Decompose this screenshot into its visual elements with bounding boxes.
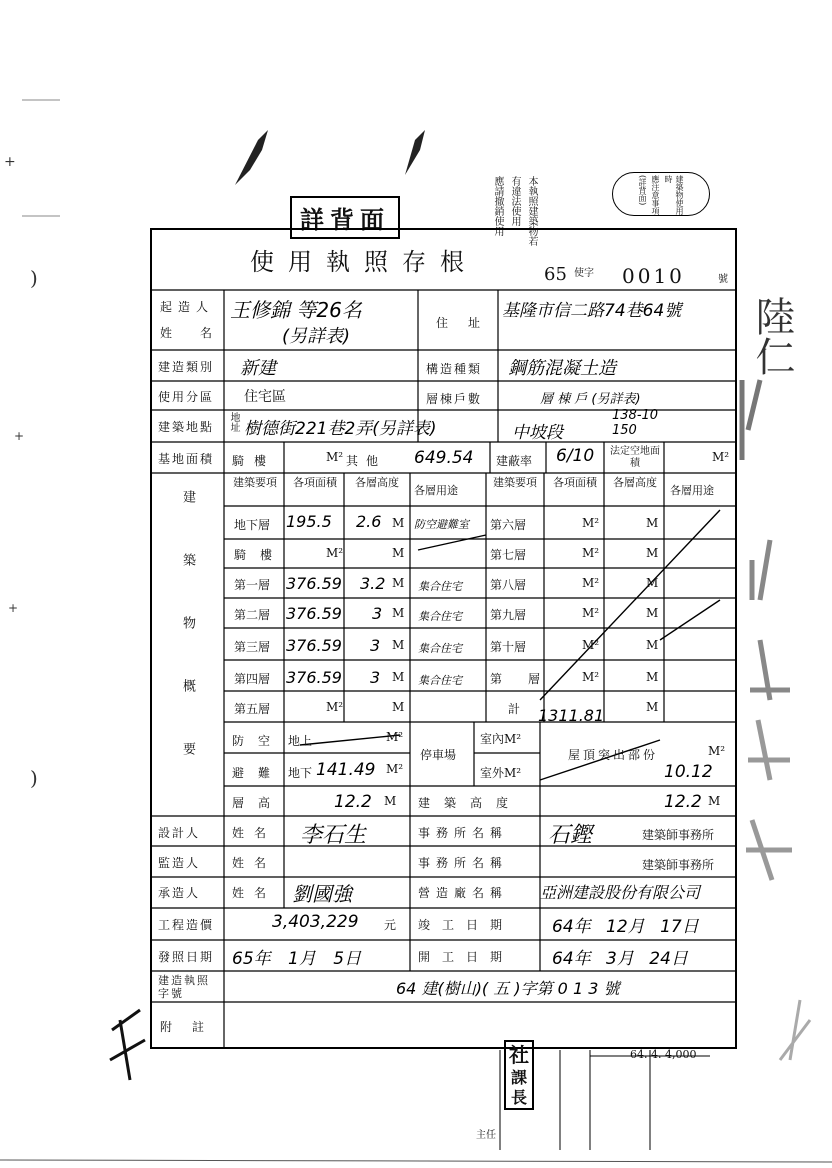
floor-use: 集合住宅	[418, 580, 462, 593]
floor-use: 集合住宅	[418, 674, 462, 687]
issue-value: 65年 1月 5日	[232, 949, 362, 969]
building-height-label: 建築高度	[418, 796, 523, 810]
other-label: 其他	[346, 454, 387, 468]
parking-label: 停車場	[420, 748, 457, 762]
floor-height-unit: M	[646, 516, 659, 530]
cost-label: 工程造價	[158, 918, 215, 932]
floor-height-unit: M	[392, 576, 405, 590]
side-note-box-line: 建築物使用時	[664, 175, 684, 215]
floor-name: 計	[508, 702, 521, 716]
storey-height-label: 層高	[232, 796, 285, 810]
contractor-name: 劉國強	[292, 882, 352, 906]
roof-label: 屋頂突出部份	[568, 748, 659, 762]
footer-stamp-text: 64. 4. 4,000	[630, 1048, 697, 1061]
floor-height-unit: M	[392, 700, 405, 714]
supervisor-name-label: 姓名	[232, 856, 277, 870]
svg-text:+: +	[4, 154, 16, 170]
floors-label: 層棟戶數	[426, 392, 483, 406]
coverage-label: 建蔽率	[496, 454, 533, 468]
svg-text:): )	[30, 766, 38, 790]
shelter-below-unit: M²	[386, 762, 404, 776]
footer-stamp-area	[470, 1040, 710, 1150]
floor-area: 376.59	[286, 574, 342, 593]
chief-stamp	[504, 1040, 534, 1110]
floor-name: 第八層	[490, 578, 527, 592]
svg-text:): )	[30, 266, 38, 290]
cost-unit: 元	[384, 918, 397, 932]
designer-label: 設計人	[158, 826, 201, 840]
use-header-left: 各層用途	[414, 484, 458, 497]
note-label: 附註	[160, 1020, 225, 1034]
area-header-right: 各項面積	[553, 476, 597, 489]
contractor-company: 亞洲建設股份有限公司	[540, 883, 701, 902]
floor-area-unit: M²	[326, 546, 344, 560]
location-label: 建築地點	[158, 420, 215, 434]
zone-value: 住宅區	[244, 389, 286, 405]
designer-office-label: 事務所名稱	[418, 826, 509, 840]
cost-value: 3,403,229	[272, 912, 359, 932]
floor-name: 第二層	[234, 608, 271, 622]
parking-indoor-label: 室內M²	[480, 732, 522, 746]
floor-height-unit: M	[646, 670, 659, 684]
item-header-right: 建築要項	[493, 476, 537, 489]
structure-value: 鋼筋混凝土造	[508, 358, 616, 379]
floor-height: 3	[370, 668, 381, 687]
address-label: 住址	[436, 316, 501, 330]
shelter-label-2: 避難	[232, 766, 285, 780]
floor-name: 第一層	[234, 578, 271, 592]
location-lot: 138-10 150	[612, 408, 659, 438]
side-note-line: 有違法使用	[509, 176, 520, 226]
floor-name: 騎樓	[234, 548, 287, 562]
completion-value: 64年 12月 17日	[552, 917, 699, 937]
designer-name-label: 姓名	[232, 826, 277, 840]
item-header-left: 建築要項	[233, 476, 277, 489]
chief-stamp-text: 社	[509, 1043, 529, 1067]
form-title: 使用執照存根	[250, 248, 478, 276]
section-stamp-text: 課長	[510, 1068, 527, 1107]
use-header-right: 各層用途	[670, 484, 714, 497]
floor-area: 376.59	[286, 636, 342, 655]
floor-area-unit: M²	[582, 606, 600, 620]
building-height-unit: M	[708, 794, 721, 808]
floor-height-unit: M	[392, 546, 405, 560]
location-section: 中坡段	[512, 423, 563, 443]
floor-height-unit: M	[392, 516, 405, 530]
floor-height: 2.6	[356, 512, 382, 531]
start-value: 64年 3月 24日	[552, 949, 688, 969]
designer-office: 石鏗	[548, 823, 593, 848]
supervisor-label: 監造人	[158, 856, 201, 870]
permit-value: 64 建(樹山)( 五 )字第 0 1 3 號	[396, 979, 620, 998]
contractor-label: 承造人	[158, 886, 201, 900]
floor-height-unit: M	[646, 638, 659, 652]
floor-height-unit: M	[392, 670, 405, 684]
floor-use: 集合住宅	[418, 610, 462, 623]
floor-use: 集合住宅	[418, 642, 462, 655]
shelter-below-label: 地下	[288, 766, 313, 780]
contractor-company-label: 營造廠名稱	[418, 886, 509, 900]
floor-area-unit: M²	[582, 670, 600, 684]
floor-area: 1311.81	[538, 706, 605, 725]
shelter-above-unit: M²	[386, 730, 404, 744]
shelter-above-label: 地上	[288, 734, 313, 748]
floor-area-unit: M²	[582, 546, 600, 560]
floor-name: 第九層	[490, 608, 527, 622]
year-number: 65	[544, 264, 567, 285]
floor-height-unit: M	[646, 606, 659, 620]
address-value: 基隆市信二路74巷64號	[502, 301, 682, 321]
floor-height: 3	[370, 636, 381, 655]
floor-name: 第層	[490, 672, 567, 686]
height-header-right: 各層高度	[613, 476, 657, 489]
permit-label: 建造執照字號	[158, 974, 210, 1000]
chief-label: 主任	[476, 1130, 496, 1141]
issue-label: 發照日期	[158, 950, 215, 964]
contractor-name-label: 姓名	[232, 886, 277, 900]
arcade-label: 騎樓	[232, 454, 277, 468]
floor-height-unit: M	[646, 546, 659, 560]
shelter-below-value: 141.49	[316, 760, 376, 780]
floor-name: 第五層	[234, 702, 271, 716]
start-label: 開工日期	[418, 950, 515, 964]
zone-label: 使用分區	[158, 390, 215, 404]
svg-text:+: +	[8, 601, 19, 615]
floor-area-unit: M²	[582, 516, 600, 530]
applicant-label-top: 起造人	[160, 300, 215, 314]
location-sub-label: 地址	[228, 412, 239, 432]
floor-name: 第三層	[234, 640, 271, 654]
floor-area: 376.59	[286, 668, 342, 687]
floor-height-unit: M	[392, 606, 405, 620]
floor-area: 195.5	[286, 512, 332, 531]
char-hao-label: 號	[718, 274, 728, 285]
supervisor-office-label: 事務所名稱	[418, 856, 509, 870]
storey-height-value: 12.2	[334, 792, 372, 812]
designer-name: 李石生	[300, 823, 367, 848]
building-height-value: 12.2	[664, 792, 702, 812]
location-value: 樹德街221巷2弄(另詳表)	[244, 419, 437, 439]
height-header-left: 各層高度	[355, 476, 399, 489]
build-summary-label: 建築物概要	[180, 490, 195, 805]
side-note-box-line: 應注意事項	[651, 175, 660, 215]
area-header-left: 各項面積	[293, 476, 337, 489]
floor-use: 防空避難室	[414, 518, 469, 531]
site-area-label: 基地面積	[158, 452, 215, 466]
floor-name: 地下層	[234, 518, 271, 532]
legal-area-unit: M²	[712, 450, 730, 464]
designer-office-suffix: 建築師事務所	[642, 828, 715, 842]
char-use-label: 使字	[574, 268, 594, 279]
floor-height-unit: M	[646, 576, 659, 590]
floor-area: 376.59	[286, 604, 342, 623]
build-type-label: 建造類別	[158, 360, 215, 374]
side-note-line: 應請撤銷使用	[492, 176, 503, 236]
coverage-value: 6/10	[556, 446, 595, 466]
storey-height-unit: M	[384, 794, 397, 808]
applicant-value: 王修錦 等26名	[230, 298, 362, 322]
legal-area-label: 法定空地面積	[610, 446, 660, 469]
floor-area-unit: M²	[582, 576, 600, 590]
floor-name: 第十層	[490, 640, 527, 654]
floor-height: 3.2	[360, 574, 386, 593]
roof-value: 10.12	[664, 762, 713, 782]
roof-unit: M²	[708, 744, 726, 758]
permit-number: 0010	[622, 264, 685, 288]
floor-name: 第四層	[234, 672, 271, 686]
other-value: 649.54	[414, 448, 474, 468]
floor-area-unit: M²	[582, 638, 600, 652]
arcade-unit: M²	[326, 450, 344, 464]
applicant-label-bottom: 姓名	[160, 326, 241, 340]
floor-area-unit: M²	[326, 700, 344, 714]
completion-label: 竣工日期	[418, 918, 515, 932]
side-note-line: 本執照建築物若	[526, 176, 537, 246]
floor-height-unit: M	[646, 700, 659, 714]
detail-on-back-stamp: 詳背面	[290, 196, 400, 239]
applicant-value-sub: (另詳表)	[282, 326, 351, 347]
floors-value: 層 棟 戶 (另詳表)	[540, 392, 641, 407]
floor-name: 第七層	[490, 548, 527, 562]
parking-outdoor-label: 室外M²	[480, 766, 522, 780]
side-note-box-line: (詳背面)	[638, 175, 647, 206]
floor-height: 3	[372, 604, 383, 623]
build-type-value: 新建	[240, 358, 276, 379]
margin-script: 陸仁	[749, 296, 795, 376]
floor-height-unit: M	[392, 638, 405, 652]
shelter-label-1: 防空	[232, 734, 285, 748]
floor-name: 第六層	[490, 518, 527, 532]
svg-text:+: +	[14, 429, 25, 443]
structure-label: 構造種類	[426, 362, 483, 376]
supervisor-office-suffix: 建築師事務所	[642, 858, 715, 872]
